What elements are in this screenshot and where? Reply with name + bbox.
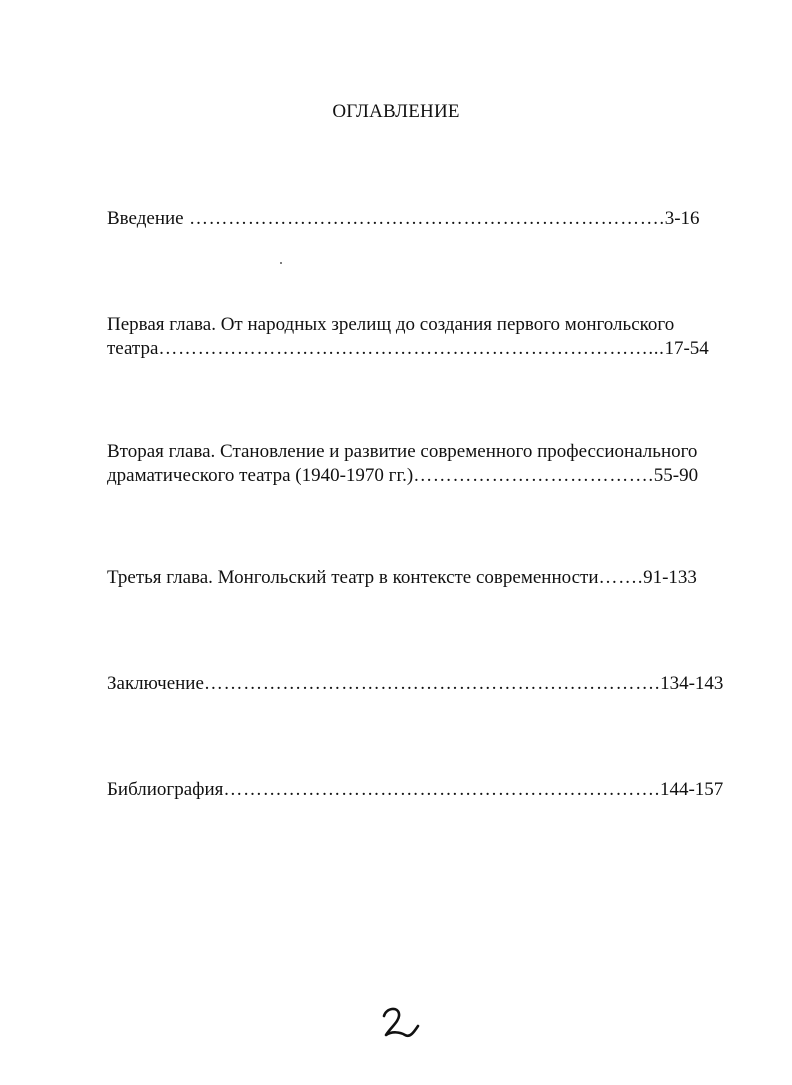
toc-entry-pages: 55-90: [653, 465, 699, 486]
page-title: ОГЛАВЛЕНИЕ: [332, 101, 460, 122]
toc-leader-dots: ………………………………………………………….: [223, 779, 660, 800]
toc-entry-conclusion: [107, 672, 723, 696]
toc-entry-pages: 134-143: [660, 673, 724, 694]
toc-entry-label: Заключение: [107, 673, 204, 694]
toc-entry-label-line2: драматического театра (1940-1970 гг.): [107, 465, 414, 486]
toc-entry-label-line1: Первая глава. От народных зрелищ до создания первого монгольского: [107, 314, 675, 335]
toc-leader-dots: ……………………………….: [413, 465, 654, 486]
toc-entry-introduction: [107, 207, 700, 231]
toc-entry-label-line1: Вторая глава. Становление и развитие современного профессионального: [107, 441, 698, 462]
toc-entry-pages: 91-133: [643, 567, 697, 588]
handwritten-page-number: [378, 1002, 422, 1042]
toc-entry-pages: 17-54: [664, 338, 709, 359]
toc-entry-pages: 3-16: [664, 208, 700, 229]
toc-entry-label-line2: театра: [107, 338, 159, 359]
toc-entry-bibliography: [107, 778, 723, 802]
toc-entry-label: Введение: [107, 208, 184, 229]
toc-leader-dots: …….: [598, 567, 644, 588]
toc-entry-chapter-3: [107, 566, 697, 590]
toc-entry-pages: 144-157: [659, 779, 724, 800]
toc-entry-chapter-2: [107, 440, 698, 488]
scan-speck: [280, 262, 282, 264]
toc-leader-dots: …………………………………………………………………...: [158, 338, 665, 359]
toc-entry-label: Библиография: [107, 779, 224, 800]
toc-entry-label: Третья глава. Монгольский театр в контексте современности: [107, 567, 599, 588]
toc-leader-dots: ……………………………………………………………….: [183, 208, 665, 229]
toc-entry-chapter-1: [107, 313, 709, 361]
toc-leader-dots: …………………………………………………………….: [203, 673, 661, 694]
